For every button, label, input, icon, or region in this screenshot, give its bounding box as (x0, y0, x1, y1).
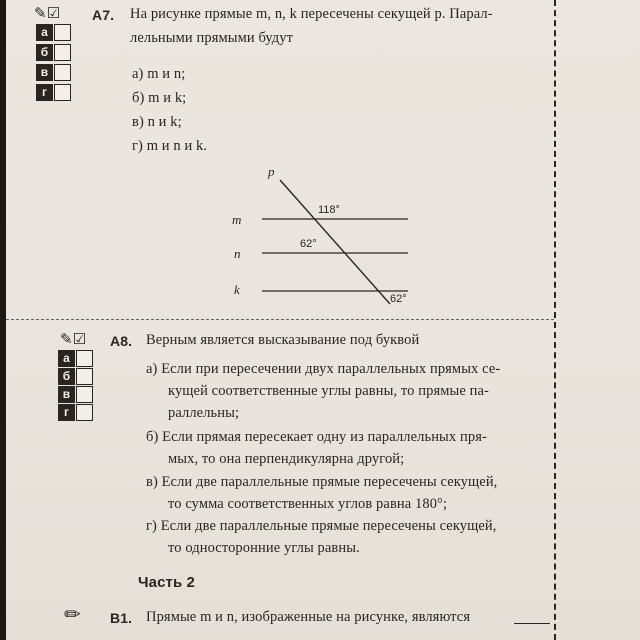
pencil-icon: ✎ (60, 330, 73, 348)
angle-label: 62° (300, 238, 317, 250)
question-text: На рисунке прямые m, n, k пересечены секущей p. Парал- (130, 6, 493, 22)
cut-line (554, 0, 556, 640)
answer-option-continued: раллельны; (168, 405, 240, 421)
answer-icons (34, 4, 60, 22)
answer-option: в) Если две параллельные прямые пересечены секущей, (146, 474, 498, 490)
label-m: m (232, 212, 242, 227)
answer-checkbox[interactable] (54, 84, 71, 101)
answer-checkbox[interactable] (54, 24, 71, 41)
label-p: p (268, 164, 275, 179)
angle-label: 118° (318, 204, 340, 216)
option-letter: г (36, 84, 53, 101)
question-text: Прямые m и n, изображенные на рисунке, являются (146, 609, 471, 625)
answer-checkbox[interactable] (76, 350, 93, 367)
option-letter: г (58, 404, 75, 421)
option-letter: в (58, 386, 75, 403)
pencil-icon: ✎ (34, 4, 47, 22)
answer-checkbox[interactable] (54, 44, 71, 61)
question-text: Верным является высказывание под буквой (146, 332, 420, 348)
section-divider (6, 319, 554, 320)
answer-option: г) m и n и k. (132, 138, 208, 154)
answer-option-continued: кущей соответственные углы равны, то прямые па- (168, 383, 489, 399)
transversal-p (280, 180, 390, 304)
question-number: B1. (110, 610, 133, 626)
parallel-lines-diagram (226, 158, 426, 308)
checkbox-icon: ☑ (72, 330, 87, 348)
label-n: n (234, 246, 241, 261)
section-title: Часть 2 (138, 574, 196, 591)
option-letter: а (58, 350, 75, 367)
answer-checkbox[interactable] (54, 64, 71, 81)
answer-option: а) Если при пересечении двух параллельных прямых се- (146, 361, 501, 377)
answer-checkbox[interactable] (76, 404, 93, 421)
answer-option: в) n и k; (132, 114, 182, 130)
checkbox-icon: ☑ (46, 4, 61, 22)
answer-icons (60, 330, 86, 348)
option-letter: а (36, 24, 53, 41)
answer-checkbox[interactable] (76, 386, 93, 403)
answer-checkbox[interactable] (76, 368, 93, 385)
answer-option-continued: то сумма соответственных углов равна 180°; (168, 496, 448, 512)
question-text: лельными прямыми будут (130, 30, 294, 46)
option-letter: б (58, 368, 75, 385)
answer-option: а) m и n; (132, 66, 186, 82)
answer-option-continued: мых, то она перпендикулярна другой; (168, 451, 405, 467)
question-number: A8. (110, 333, 133, 349)
worksheet-page (6, 0, 640, 640)
answer-option: б) m и k; (132, 90, 187, 106)
question-number: A7. (92, 7, 115, 23)
answer-blank[interactable] (514, 623, 550, 624)
option-letter: б (36, 44, 53, 61)
angle-label: 62° (390, 293, 407, 305)
answer-option: г) Если две параллельные прямые пересечены секущей, (146, 518, 497, 534)
label-k: k (234, 282, 240, 297)
option-letter: в (36, 64, 53, 81)
answer-option: б) Если прямая пересекает одну из параллельных пря- (146, 429, 487, 445)
pencil-icon: ✏ (64, 602, 81, 626)
answer-option-continued: то односторонние углы равны. (168, 540, 360, 556)
